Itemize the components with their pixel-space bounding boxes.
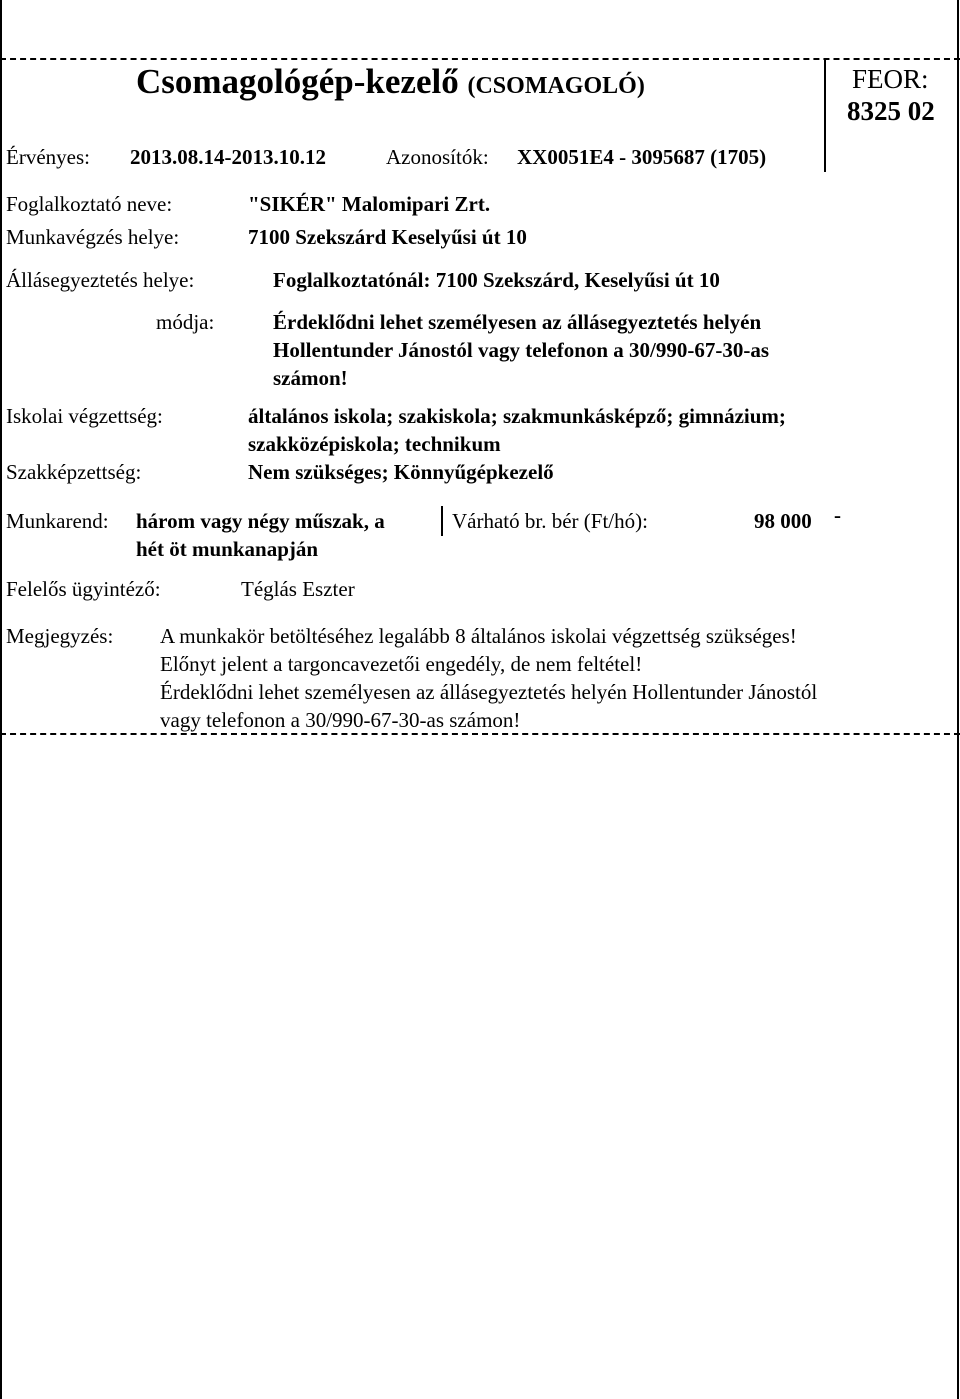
interview-method-label: módja: bbox=[156, 310, 215, 334]
workplace-label: Munkavégzés helye: bbox=[6, 225, 180, 249]
interview-place-value: Foglalkoztatónál: 7100 Szekszárd, Keselyűsi út 10 bbox=[273, 268, 720, 292]
schedule-label: Munkarend: bbox=[6, 509, 109, 533]
note-line-1: A munkakör betöltéséhez legalább 8 általános iskolai végzettség szükséges! bbox=[160, 624, 797, 648]
salary-dash: - bbox=[834, 503, 841, 527]
school-line-1: általános iskola; szakiskola; szakmunkásképző; gimnázium; bbox=[248, 404, 786, 428]
job-title-suffix: (CSOMAGOLÓ) bbox=[467, 73, 645, 99]
employer-name-label: Foglalkoztató neve: bbox=[6, 192, 173, 216]
top-dashed-cut-line bbox=[0, 58, 960, 60]
ids-label: Azonosítók: bbox=[386, 145, 489, 169]
note-line-3: Érdeklődni lehet személyesen az állásegyeztetés helyén Hollentunder Jánostól bbox=[160, 680, 818, 704]
frame-left-border bbox=[0, 0, 2, 1399]
validity-value: 2013.08.14-2013.10.12 bbox=[130, 145, 326, 169]
bottom-dashed-cut-line bbox=[0, 733, 960, 735]
employer-name-value: "SIKÉR" Malomipari Zrt. bbox=[248, 192, 491, 216]
interview-place-label: Állásegyeztetés helye: bbox=[6, 268, 195, 292]
interview-method-line-1: Érdeklődni lehet személyesen az állásegyeztetés helyén bbox=[273, 310, 762, 334]
salary-label: Várható br. bér (Ft/hó): bbox=[452, 509, 648, 533]
salary-value: 98 000 bbox=[754, 509, 812, 533]
schedule-line-2: hét öt munkanapján bbox=[136, 537, 319, 561]
note-label: Megjegyzés: bbox=[6, 624, 114, 648]
contact-label: Felelős ügyintéző: bbox=[6, 577, 161, 601]
interview-method-line-3: számon! bbox=[273, 366, 348, 390]
feor-divider bbox=[824, 58, 826, 172]
feor-label: FEOR: bbox=[852, 64, 929, 94]
contact-value: Téglás Eszter bbox=[241, 577, 355, 601]
school-label: Iskolai végzettség: bbox=[6, 404, 163, 428]
note-line-2: Előnyt jelent a targoncavezetői engedély, de nem feltétel! bbox=[160, 652, 643, 676]
qualification-label: Szakképzettség: bbox=[6, 460, 142, 484]
validity-label: Érvényes: bbox=[6, 145, 90, 169]
schedule-line-1: három vagy négy műszak, a bbox=[136, 509, 385, 533]
schedule-salary-divider bbox=[441, 506, 443, 536]
ids-value: XX0051E4 - 3095687 (1705) bbox=[517, 145, 767, 169]
feor-code: 8325 02 bbox=[847, 96, 935, 126]
school-line-2: szakközépiskola; technikum bbox=[248, 432, 501, 456]
frame-right-border bbox=[957, 0, 959, 1399]
interview-method-line-2: Hollentunder Jánostól vagy telefonon a 30/990-67-30-as bbox=[273, 338, 770, 362]
job-title bbox=[136, 62, 645, 102]
qualification-value: Nem szükséges; Könnyűgépkezelő bbox=[248, 460, 554, 484]
job-title-text: Csomagológép-kezelő bbox=[136, 62, 459, 101]
workplace-value: 7100 Szekszárd Keselyűsi út 10 bbox=[248, 225, 527, 249]
note-line-4: vagy telefonon a 30/990-67-30-as számon! bbox=[160, 708, 521, 732]
